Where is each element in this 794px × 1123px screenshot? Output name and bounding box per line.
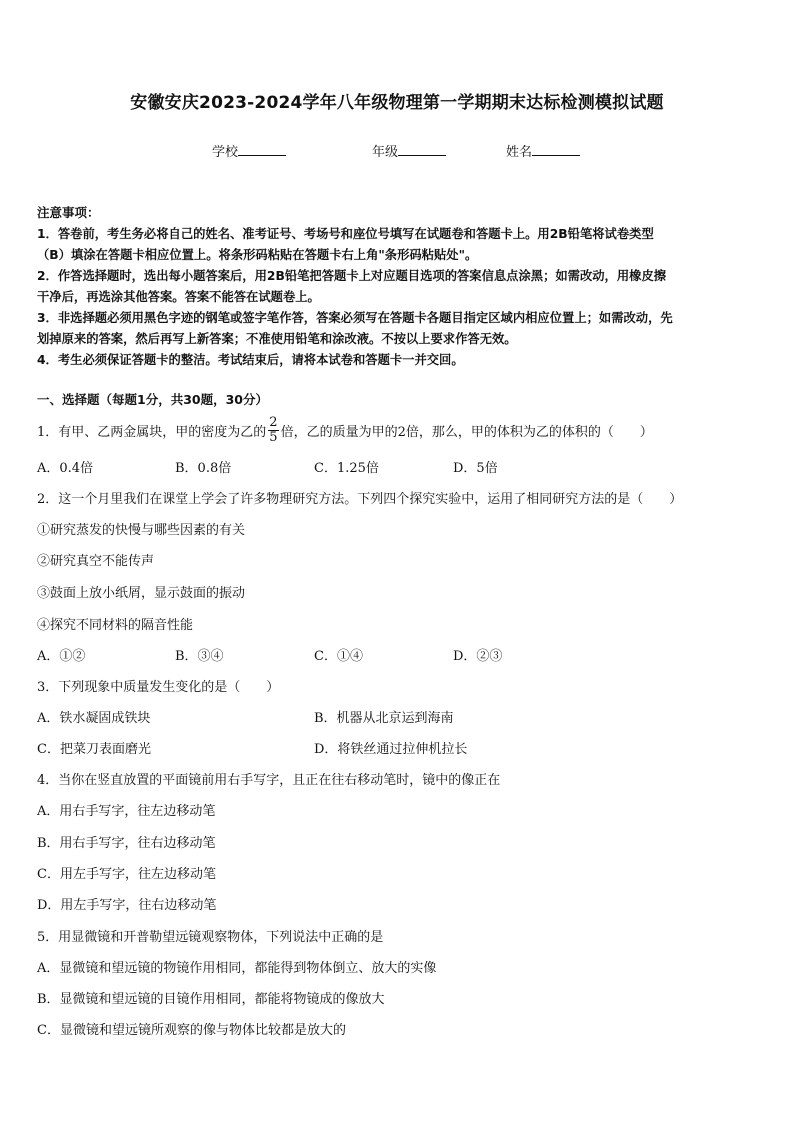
- q2-item: ①研究蒸发的快慢与哪些因素的有关: [37, 523, 246, 538]
- name-label: 姓名: [506, 145, 533, 160]
- q2-option-b: B．③④: [175, 649, 224, 664]
- q1-stem-pre: 1．有甲、乙两金属块，甲的密度为乙的: [37, 425, 267, 440]
- grade-label: 年级: [372, 145, 399, 160]
- q2-option-c: C．①④: [314, 649, 363, 664]
- fraction: [268, 416, 278, 445]
- q2-item: ④探究不同材料的隔音性能: [37, 618, 194, 633]
- section-heading: 一、选择题（每题1分，共30题，30分）: [37, 392, 268, 407]
- question-5: 5．用显微镜和开普勒望远镜观察物体，下列说法中正确的是: [37, 930, 384, 945]
- question-3: 3．下列现象中质量发生变化的是（ ）: [37, 680, 280, 695]
- note-line: 4．考生必须保证答题卡的整洁。考试结束后，请将本试卷和答题卡一并交回。: [37, 353, 464, 367]
- school-blank: [238, 144, 286, 156]
- q4-option-c: C．用左手写字，往左边移动笔: [37, 867, 216, 882]
- q3-option-d: D．将铁丝通过拉伸机拉长: [314, 742, 468, 757]
- q4-option-b: B．用右手写字，往右边移动笔: [37, 836, 216, 851]
- q2-item: ③鼓面上放小纸屑，显示鼓面的振动: [37, 586, 246, 601]
- question-2: 2．这一个月里我们在课堂上学会了许多物理研究方法。下列四个探究实验中，运用了相同研究方法的是（ ）: [37, 492, 683, 507]
- note-line: 干净后，再选涂其他答案。答案不能答在试题卷上。: [37, 290, 320, 304]
- grade-field: [372, 141, 446, 160]
- q3-option-a: A．铁水凝固成铁块: [37, 711, 151, 726]
- q4-option-d: D．用左手写字，往右边移动笔: [37, 898, 217, 913]
- fraction-denominator: 5: [269, 430, 278, 445]
- q5-option-c: C．显微镜和望远镜所观察的像与物体比较都是放大的: [37, 1023, 346, 1038]
- q3-option-b: B．机器从北京运到海南: [314, 711, 454, 726]
- name-field: [506, 141, 580, 160]
- q5-option-b: B．显微镜和望远镜的目镜作用相同，都能将物镜成的像放大: [37, 992, 385, 1007]
- q2-item: ②研究真空不能传声: [37, 554, 155, 569]
- fraction-numerator: 2: [269, 415, 278, 430]
- q1-option-b: B．0.8倍: [175, 461, 232, 476]
- school-label: 学校: [212, 145, 239, 160]
- q1-option-a: A．0.4倍: [37, 461, 94, 476]
- question-1: [37, 415, 653, 447]
- note-line: 2．作答选择题时，选出每小题答案后，用2B铅笔把答题卡上对应题目选项的答案信息点涂黑；如需改动，用橡皮擦: [37, 269, 667, 283]
- note-line: （B）填涂在答题卡相应位置上。将条形码粘贴在答题卡右上角"条形码粘贴处"。: [37, 248, 478, 262]
- page-title: 安徽安庆2023-2024学年八年级物理第一学期期末达标检测模拟试题: [130, 93, 664, 113]
- name-blank: [532, 144, 580, 156]
- note-line: 3．非选择题必须用黑色字迹的钢笔或签字笔作答，答案必须写在答题卡各题目指定区域内相应位置上；如需改动，先: [37, 311, 673, 325]
- q1-option-c: C．1.25倍: [314, 461, 379, 476]
- q3-option-c: C．把菜刀表面磨光: [37, 742, 151, 757]
- q2-option-d: D．②③: [453, 649, 503, 664]
- note-line: 划掉原来的答案，然后再写上新答案；不准使用铅笔和涂改液。不按以上要求作答无效。: [37, 332, 517, 346]
- note-line: 1．答卷前，考生务必将自己的姓名、准考证号、考场号和座位号填写在试题卷和答题卡上。用2B铅笔将试卷类型: [37, 227, 654, 241]
- school-field: [212, 141, 286, 160]
- grade-blank: [398, 144, 446, 156]
- q5-option-a: A．显微镜和望远镜的物镜作用相同，都能得到物体倒立、放大的实像: [37, 961, 437, 976]
- q2-option-a: A．①②: [37, 649, 86, 664]
- notes-heading: 注意事项：: [37, 205, 100, 220]
- q4-option-a: A．用右手写字，往左边移动笔: [37, 804, 216, 819]
- q1-option-d: D．5倍: [453, 461, 498, 476]
- q1-stem-post: 倍，乙的质量为甲的2倍，那么，甲的体积为乙的体积的（ ）: [280, 425, 653, 440]
- question-4: 4．当你在竖直放置的平面镜前用右手写字，且正在往右移动笔时，镜中的像正在: [37, 773, 501, 788]
